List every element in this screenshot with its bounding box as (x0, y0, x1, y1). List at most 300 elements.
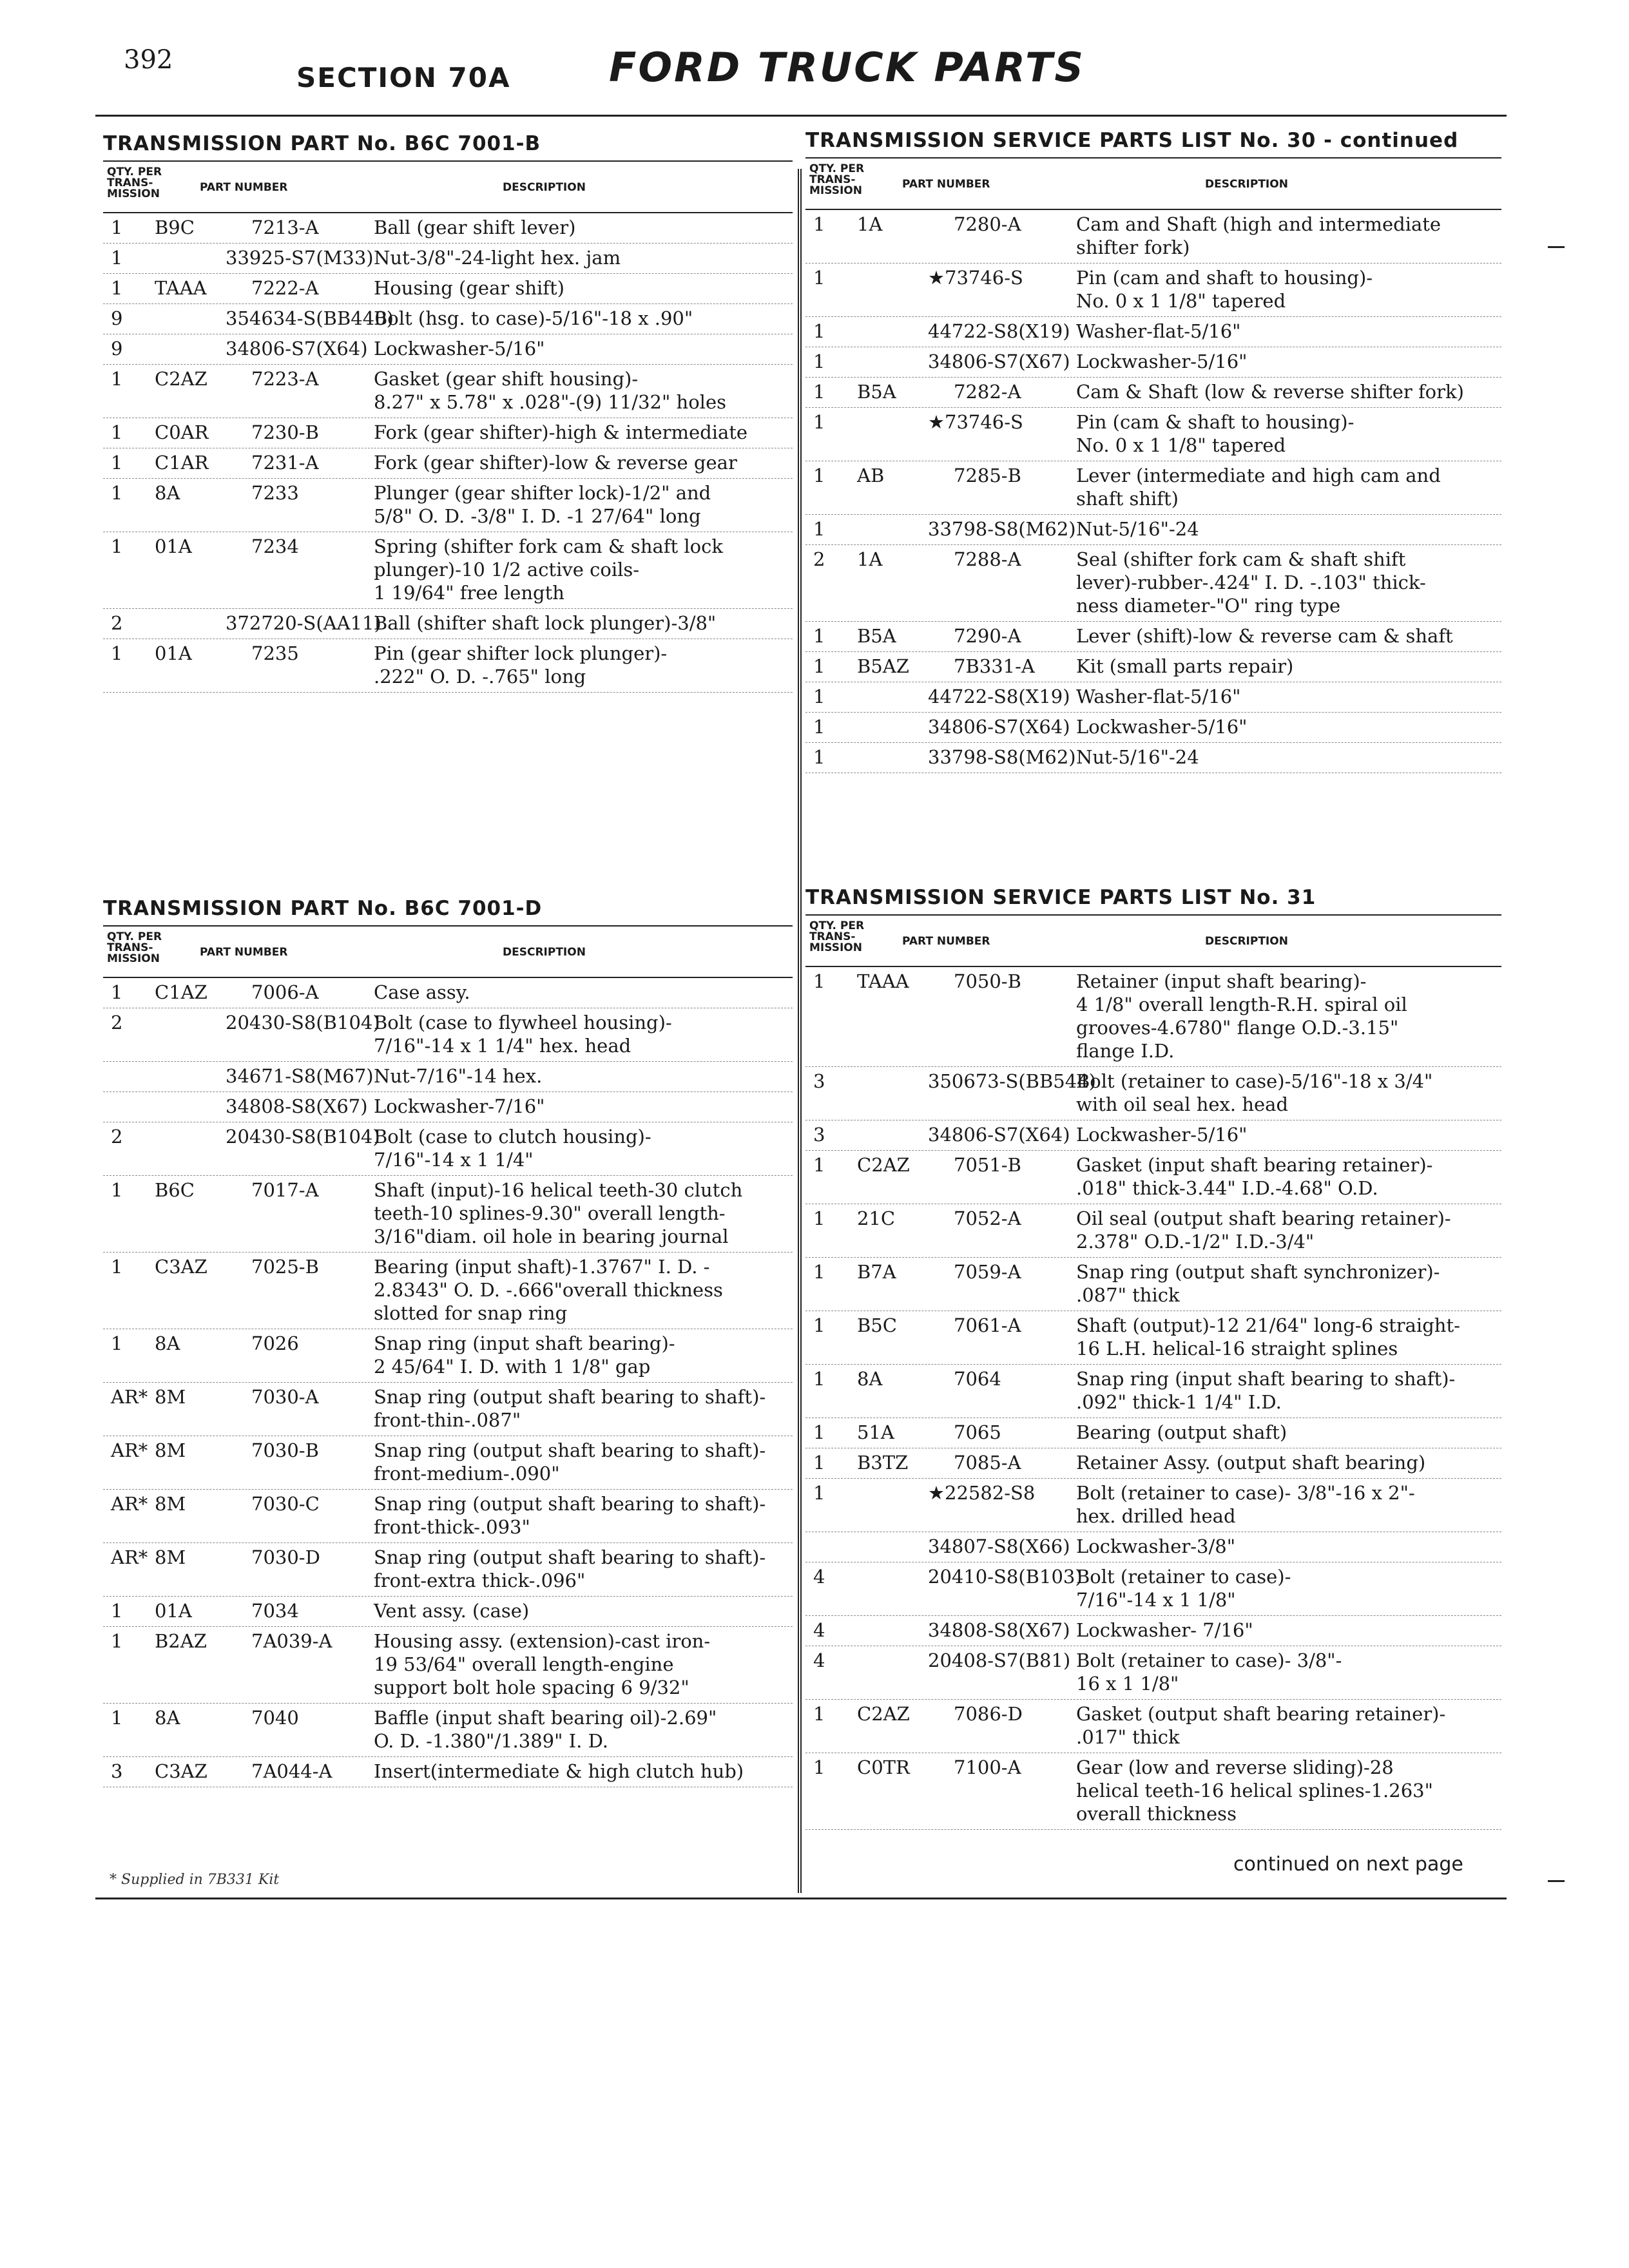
parts-rows (103, 213, 793, 693)
table-row (103, 1062, 793, 1092)
qty-cell: 1 (813, 1482, 825, 1504)
prefix-cell: 8A (155, 1707, 180, 1729)
column-header-part-number: PART NUMBER (200, 181, 288, 194)
basic-number-cell: 7030-A (251, 1386, 319, 1408)
basic-number-cell: 34808-S8(X67) (226, 1095, 368, 1117)
table-row (103, 1627, 793, 1704)
prefix-cell: 8M (155, 1439, 186, 1461)
table-row (805, 1753, 1501, 1830)
qty-cell: 1 (813, 267, 825, 289)
prefix-cell: B5AZ (857, 655, 909, 677)
description-cell: Vent assy. (case) (374, 1600, 530, 1622)
basic-number-cell: 44722-S8(X19) (928, 320, 1070, 342)
table-row (805, 264, 1501, 317)
table-row (103, 274, 793, 304)
table-row (805, 652, 1501, 682)
prefix-cell: 1A (857, 548, 883, 570)
prefix-cell: C3AZ (155, 1256, 207, 1278)
table-row (805, 743, 1501, 773)
block-title: TRANSMISSION PART No. B6C 7001-B (103, 132, 541, 155)
table-row (103, 1436, 793, 1490)
table-row (103, 213, 793, 244)
description-cell: Gear (low and reverse sliding)-28 helical teeth-16 helical splines-1.263" overall thickness (1076, 1756, 1433, 1825)
basic-number-cell: ★73746-S (928, 411, 1023, 433)
table-row (103, 1329, 793, 1383)
table-row (805, 1700, 1501, 1753)
footer-rule (95, 1898, 1507, 1899)
prefix-cell: TAAA (155, 277, 207, 299)
table-row (103, 304, 793, 334)
table-row (103, 448, 793, 479)
description-cell: Snap ring (input shaft bearing to shaft)- .092" thick-1 1/4" I.D. (1076, 1368, 1456, 1413)
basic-number-cell: ★22582-S8 (928, 1482, 1036, 1504)
table-row (805, 317, 1501, 347)
qty-cell: 1 (813, 625, 825, 647)
table-row (805, 967, 1501, 1067)
prefix-cell: 8A (857, 1368, 883, 1390)
table-row (805, 622, 1501, 652)
prefix-cell: 8A (155, 1332, 180, 1354)
qty-cell: 1 (813, 970, 825, 992)
parts-rows (805, 967, 1501, 1830)
basic-number-cell: 7B331-A (954, 655, 1035, 677)
description-cell: Bolt (retainer to case)-5/16"-18 x 3/4" with oil seal hex. head (1076, 1070, 1433, 1115)
description-cell: Snap ring (output shaft bearing to shaft)- front-thick-.093" (374, 1493, 766, 1538)
qty-cell: 1 (813, 686, 825, 707)
qty-cell: 1 (813, 1207, 825, 1229)
table-row (805, 1258, 1501, 1311)
description-cell: Housing (gear shift) (374, 277, 564, 299)
parts-block-b6c-7001-b (103, 132, 793, 693)
basic-number-cell: 33798-S8(M62) (928, 746, 1076, 768)
description-cell: Lockwasher- 7/16" (1076, 1619, 1253, 1641)
basic-number-cell: 7051-B (954, 1154, 1021, 1176)
description-cell: Lockwasher-5/16" (374, 338, 545, 360)
parts-rows (103, 978, 793, 1787)
column-header-part-number: PART NUMBER (902, 935, 990, 948)
table-row (103, 532, 793, 609)
description-cell: Bolt (retainer to case)- 7/16"-14 x 1 1/8" (1076, 1566, 1291, 1611)
footnote: * Supplied in 7B331 Kit (110, 1872, 280, 1888)
qty-cell: 1 (111, 642, 123, 664)
basic-number-cell: 34806-S7(X64) (226, 338, 368, 360)
table-row (103, 609, 793, 639)
description-cell: Housing assy. (extension)-cast iron- 19 53/64" overall length-engine support bolt hole spacing 6 9/32" (374, 1630, 711, 1698)
table-row (805, 1448, 1501, 1479)
qty-cell: 2 (111, 1126, 123, 1148)
description-cell: Bearing (input shaft)-1.3767" I. D. - 2.8343" O. D. -.666"overall thickness slotted for snap ring (374, 1256, 723, 1324)
prefix-cell: C1AZ (155, 981, 207, 1003)
description-cell: Cam & Shaft (low & reverse shifter fork) (1076, 381, 1464, 403)
description-cell: Retainer Assy. (output shaft bearing) (1076, 1452, 1426, 1474)
basic-number-cell: 20430-S8(B104) (226, 1012, 380, 1033)
description-cell: Shaft (output)-12 21/64" long-6 straight- 16 L.H. helical-16 straight splines (1076, 1314, 1460, 1360)
basic-number-cell: 7231-A (251, 452, 319, 474)
qty-cell: 1 (813, 1154, 825, 1176)
description-cell: Bearing (output shaft) (1076, 1421, 1287, 1443)
qty-cell: 1 (813, 655, 825, 677)
margin-mark (1548, 1880, 1565, 1882)
description-cell: Retainer (input shaft bearing)- 4 1/8" overall length-R.H. spiral oil grooves-4.6780" flange O.D.-3.15" flange I.D. (1076, 970, 1407, 1062)
basic-number-cell: 7017-A (251, 1179, 319, 1201)
description-cell: Fork (gear shifter)-low & reverse gear (374, 452, 737, 474)
prefix-cell: B9C (155, 216, 195, 238)
prefix-cell: B2AZ (155, 1630, 207, 1652)
table-row (103, 1122, 793, 1176)
description-cell: Oil seal (output shaft bearing retainer)- 2.378" O.D.-1/2" I.D.-3/4" (1076, 1207, 1451, 1253)
basic-number-cell: 7100-A (954, 1756, 1021, 1778)
qty-cell: 1 (111, 981, 123, 1003)
basic-number-cell: 7285-B (954, 465, 1021, 486)
basic-number-cell: 20410-S8(B103) (928, 1566, 1083, 1588)
parts-rows (805, 210, 1501, 773)
basic-number-cell: 7034 (251, 1600, 299, 1622)
table-row (805, 347, 1501, 378)
basic-number-cell: 33925-S7(M33) (226, 247, 374, 269)
column-header-qty: QTY. PER TRANS- MISSION (809, 919, 865, 954)
basic-number-cell: 34808-S8(X67) (928, 1619, 1070, 1641)
basic-number-cell: 44722-S8(X19) (928, 686, 1070, 707)
description-cell: Gasket (gear shift housing)- 8.27" x 5.78" x .028"-(9) 11/32" holes (374, 368, 726, 413)
prefix-cell: TAAA (857, 970, 909, 992)
description-cell: Lockwasher-5/16" (1076, 351, 1248, 372)
page-title: FORD TRUCK PARTS (609, 44, 1085, 91)
prefix-cell: C2AZ (857, 1154, 910, 1176)
prefix-cell: 8M (155, 1546, 186, 1568)
table-row (103, 334, 793, 365)
basic-number-cell: 7230-B (251, 421, 319, 443)
prefix-cell: B5A (857, 625, 896, 647)
qty-cell: 1 (813, 1452, 825, 1474)
basic-number-cell: 7A044-A (251, 1760, 333, 1782)
description-cell: Pin (gear shifter lock plunger)- .222" O. D. -.765" long (374, 642, 668, 687)
description-cell: Pin (cam & shaft to housing)- No. 0 x 1 1/8" tapered (1076, 411, 1354, 456)
description-cell: Snap ring (output shaft synchronizer)- .087" thick (1076, 1261, 1440, 1306)
prefix-cell: B6C (155, 1179, 195, 1201)
table-row (805, 545, 1501, 622)
basic-number-cell: 7A039-A (251, 1630, 333, 1652)
table-row (805, 515, 1501, 545)
basic-number-cell: 7288-A (954, 548, 1021, 570)
basic-number-cell: ★73746-S (928, 267, 1023, 289)
qty-cell: 1 (813, 518, 825, 540)
table-row (103, 1757, 793, 1787)
table-row (103, 1253, 793, 1329)
qty-cell: 1 (813, 213, 825, 235)
column-header-description: DESCRIPTION (503, 181, 586, 194)
description-cell: Bolt (case to flywheel housing)- 7/16"-14 x 1 1/4" hex. head (374, 1012, 672, 1057)
description-cell: Case assy. (374, 981, 470, 1003)
prefix-cell: C3AZ (155, 1760, 207, 1782)
prefix-cell: 01A (155, 535, 192, 557)
description-cell: Nut-7/16"-14 hex. (374, 1065, 543, 1087)
basic-number-cell: 7280-A (954, 213, 1021, 235)
basic-number-cell: 350673-S(BB544) (928, 1070, 1096, 1092)
prefix-cell: C0TR (857, 1756, 910, 1778)
description-cell: Lockwasher-5/16" (1076, 716, 1248, 738)
qty-cell: 9 (111, 307, 123, 329)
basic-number-cell: 20408-S7(B81) (928, 1649, 1071, 1671)
table-row (805, 1120, 1501, 1151)
basic-number-cell: 7085-A (954, 1452, 1021, 1474)
description-cell: Snap ring (output shaft bearing to shaft)- front-extra thick-.096" (374, 1546, 766, 1591)
basic-number-cell: 33798-S8(M62) (928, 518, 1076, 540)
description-cell: Nut-5/16"-24 (1076, 746, 1199, 768)
qty-cell: 1 (111, 1630, 123, 1652)
qty-cell: AR* (111, 1493, 148, 1515)
prefix-cell: C1AR (155, 452, 209, 474)
table-row (103, 1543, 793, 1597)
description-cell: Ball (gear shift lever) (374, 216, 576, 238)
description-cell: Bolt (hsg. to case)-5/16"-18 x .90" (374, 307, 693, 329)
basic-number-cell: 7233 (251, 482, 299, 504)
basic-number-cell: 7026 (251, 1332, 299, 1354)
description-cell: Nut-5/16"-24 (1076, 518, 1199, 540)
basic-number-cell: 7030-C (251, 1493, 320, 1515)
table-row (805, 1151, 1501, 1204)
column-header-row (805, 157, 1501, 210)
basic-number-cell: 7030-B (251, 1439, 319, 1461)
description-cell: Spring (shifter fork cam & shaft lock plunger)-10 1/2 active coils- 1 19/64" free length (374, 535, 723, 604)
parts-block-b6c-7001-d (103, 897, 793, 1787)
qty-cell: 1 (813, 1703, 825, 1725)
table-row (805, 1479, 1501, 1532)
prefix-cell: 8M (155, 1386, 186, 1408)
qty-cell: 1 (111, 247, 123, 269)
qty-cell: 2 (111, 612, 123, 634)
table-row (805, 378, 1501, 408)
qty-cell: 1 (813, 1368, 825, 1390)
basic-number-cell: 372720-S(AA11) (226, 612, 381, 634)
table-row (805, 1204, 1501, 1258)
description-cell: Bolt (retainer to case)- 3/8"- 16 x 1 1/8" (1076, 1649, 1342, 1695)
basic-number-cell: 7086-D (954, 1703, 1023, 1725)
qty-cell: 1 (813, 320, 825, 342)
basic-number-cell: 7065 (954, 1421, 1001, 1443)
table-row (103, 365, 793, 418)
basic-number-cell: 354634-S(BB440) (226, 307, 394, 329)
section-label: SECTION 70A (296, 62, 511, 93)
prefix-cell: AB (857, 465, 885, 486)
qty-cell: AR* (111, 1386, 148, 1408)
table-row (805, 1365, 1501, 1418)
qty-cell: 4 (813, 1649, 825, 1671)
qty-cell: AR* (111, 1546, 148, 1568)
table-row (805, 1646, 1501, 1700)
prefix-cell: 01A (155, 1600, 192, 1622)
prefix-cell: B3TZ (857, 1452, 909, 1474)
description-cell: Bolt (retainer to case)- 3/8"-16 x 2"- hex. drilled head (1076, 1482, 1415, 1527)
table-row (805, 1616, 1501, 1646)
description-cell: Snap ring (output shaft bearing to shaft)- front-medium-.090" (374, 1439, 766, 1485)
basic-number-cell: 7234 (251, 535, 299, 557)
prefix-cell: 51A (857, 1421, 894, 1443)
description-cell: Bolt (case to clutch housing)- 7/16"-14 x 1 1/4" (374, 1126, 651, 1171)
table-row (805, 682, 1501, 713)
qty-cell: 1 (111, 216, 123, 238)
qty-cell: 1 (111, 535, 123, 557)
description-cell: Gasket (output shaft bearing retainer)- .017" thick (1076, 1703, 1446, 1748)
basic-number-cell: 7025-B (251, 1256, 319, 1278)
qty-cell: 1 (111, 1707, 123, 1729)
table-row (103, 978, 793, 1008)
column-header-row (805, 914, 1501, 967)
column-header-part-number: PART NUMBER (200, 946, 288, 959)
table-row (103, 1704, 793, 1757)
basic-number-cell: 34806-S7(X64) (928, 1124, 1070, 1146)
service-list-30-continued (805, 129, 1501, 773)
basic-number-cell: 7282-A (954, 381, 1021, 403)
description-cell: Lockwasher-7/16" (374, 1095, 545, 1117)
qty-cell: 1 (111, 1332, 123, 1354)
table-row (805, 408, 1501, 461)
service-list-31 (805, 886, 1501, 1830)
column-divider (798, 169, 802, 1893)
description-cell: Baffle (input shaft bearing oil)-2.69" O. D. -1.380"/1.389" I. D. (374, 1707, 717, 1752)
prefix-cell: 1A (857, 213, 883, 235)
description-cell: Seal (shifter fork cam & shaft shift lever)-rubber-.424" I. D. -.103" thick- ness diameter-"O" ring type (1076, 548, 1426, 617)
qty-cell: 1 (813, 746, 825, 768)
table-row (103, 418, 793, 448)
table-row (103, 639, 793, 693)
basic-number-cell: 7213-A (251, 216, 319, 238)
basic-number-cell: 7061-A (954, 1314, 1021, 1336)
qty-cell: 1 (813, 411, 825, 433)
qty-cell: 9 (111, 338, 123, 360)
description-cell: Ball (shifter shaft lock plunger)-3/8" (374, 612, 717, 634)
description-cell: Insert(intermediate & high clutch hub) (374, 1760, 744, 1782)
table-row (805, 1067, 1501, 1120)
continued-note: continued on next page (1233, 1853, 1463, 1876)
qty-cell: 1 (813, 351, 825, 372)
basic-number-cell: 34807-S8(X66) (928, 1535, 1070, 1557)
qty-cell: 4 (813, 1566, 825, 1588)
prefix-cell: C0AR (155, 421, 209, 443)
qty-cell: 1 (813, 1421, 825, 1443)
description-cell: Washer-flat-5/16" (1076, 320, 1241, 342)
qty-cell: 1 (111, 1600, 123, 1622)
prefix-cell: 21C (857, 1207, 896, 1229)
column-header-row (103, 925, 793, 978)
prefix-cell: B5C (857, 1314, 897, 1336)
qty-cell: 1 (813, 381, 825, 403)
qty-cell: 1 (111, 277, 123, 299)
column-header-row (103, 160, 793, 213)
table-row (103, 1490, 793, 1543)
basic-number-cell: 20430-S8(B104) (226, 1126, 380, 1148)
table-row (103, 244, 793, 274)
basic-number-cell: 7235 (251, 642, 299, 664)
description-cell: Shaft (input)-16 helical teeth-30 clutch teeth-10 splines-9.30" overall length- 3/16"diam. oil hole in bearing journal (374, 1179, 743, 1247)
qty-cell: 2 (813, 548, 825, 570)
margin-mark (1548, 246, 1565, 248)
qty-cell: 1 (813, 716, 825, 738)
qty-cell: 1 (111, 482, 123, 504)
description-cell: Snap ring (output shaft bearing to shaft)- front-thin-.087" (374, 1386, 766, 1431)
description-cell: Plunger (gear shifter lock)-1/2" and 5/8" O. D. -3/8" I. D. -1 27/64" long (374, 482, 711, 527)
prefix-cell: B7A (857, 1261, 896, 1283)
description-cell: Snap ring (input shaft bearing)- 2 45/64" I. D. with 1 1/8" gap (374, 1332, 675, 1378)
qty-cell: 1 (111, 421, 123, 443)
prefix-cell: C2AZ (155, 368, 207, 390)
basic-number-cell: 7050-B (954, 970, 1021, 992)
column-header-part-number: PART NUMBER (902, 178, 990, 191)
description-cell: Washer-flat-5/16" (1076, 686, 1241, 707)
prefix-cell: 01A (155, 642, 192, 664)
description-cell: Kit (small parts repair) (1076, 655, 1294, 677)
qty-cell: 1 (111, 1179, 123, 1201)
page-number: 392 (124, 45, 173, 75)
column-header-description: DESCRIPTION (1205, 178, 1288, 191)
basic-number-cell: 7223-A (251, 368, 319, 390)
basic-number-cell: 7030-D (251, 1546, 320, 1568)
table-row (805, 1562, 1501, 1616)
table-row (805, 1532, 1501, 1562)
basic-number-cell: 7040 (251, 1707, 299, 1729)
description-cell: Pin (cam and shaft to housing)- No. 0 x 1 1/8" tapered (1076, 267, 1373, 312)
qty-cell: 1 (111, 1256, 123, 1278)
table-row (103, 1383, 793, 1436)
description-cell: Gasket (input shaft bearing retainer)- .018" thick-3.44" I.D.-4.68" O.D. (1076, 1154, 1433, 1199)
basic-number-cell: 7052-A (954, 1207, 1021, 1229)
basic-number-cell: 7064 (954, 1368, 1001, 1390)
basic-number-cell: 34671-S8(M67) (226, 1065, 374, 1087)
table-row (805, 1311, 1501, 1365)
description-cell: Lever (shift)-low & reverse cam & shaft (1076, 625, 1453, 647)
qty-cell: 3 (111, 1760, 123, 1782)
description-cell: Nut-3/8"-24-light hex. jam (374, 247, 621, 269)
prefix-cell: B5A (857, 381, 896, 403)
qty-cell: 1 (813, 465, 825, 486)
qty-cell: 3 (813, 1070, 825, 1092)
prefix-cell: 8A (155, 482, 180, 504)
description-cell: Cam and Shaft (high and intermediate shifter fork) (1076, 213, 1441, 258)
description-cell: Fork (gear shifter)-high & intermediate (374, 421, 748, 443)
table-row (805, 1418, 1501, 1448)
prefix-cell: 8M (155, 1493, 186, 1515)
table-row (805, 461, 1501, 515)
basic-number-cell: 34806-S7(X67) (928, 351, 1070, 372)
block-title: TRANSMISSION SERVICE PARTS LIST No. 30 - continued (805, 129, 1459, 152)
header-rule (95, 115, 1507, 117)
description-cell: Lever (intermediate and high cam and shaft shift) (1076, 465, 1441, 510)
basic-number-cell: 7222-A (251, 277, 319, 299)
table-row (103, 1597, 793, 1627)
column-header-qty: QTY. PER TRANS- MISSION (809, 162, 865, 197)
basic-number-cell: 7290-A (954, 625, 1021, 647)
qty-cell: 4 (813, 1619, 825, 1641)
table-row (805, 210, 1501, 264)
column-header-qty: QTY. PER TRANS- MISSION (107, 930, 162, 965)
qty-cell: 1 (813, 1261, 825, 1283)
description-cell: Lockwasher-3/8" (1076, 1535, 1236, 1557)
basic-number-cell: 34806-S7(X64) (928, 716, 1070, 738)
block-title: TRANSMISSION SERVICE PARTS LIST No. 31 (805, 886, 1316, 909)
column-header-description: DESCRIPTION (503, 946, 586, 959)
table-row (805, 713, 1501, 743)
column-header-description: DESCRIPTION (1205, 935, 1288, 948)
description-cell: Lockwasher-5/16" (1076, 1124, 1248, 1146)
column-header-qty: QTY. PER TRANS- MISSION (107, 166, 162, 200)
qty-cell: 2 (111, 1012, 123, 1033)
prefix-cell: C2AZ (857, 1703, 910, 1725)
qty-cell: 3 (813, 1124, 825, 1146)
block-title: TRANSMISSION PART No. B6C 7001-D (103, 897, 543, 920)
table-row (103, 1176, 793, 1253)
table-row (103, 479, 793, 532)
table-row (103, 1008, 793, 1062)
basic-number-cell: 7006-A (251, 981, 319, 1003)
